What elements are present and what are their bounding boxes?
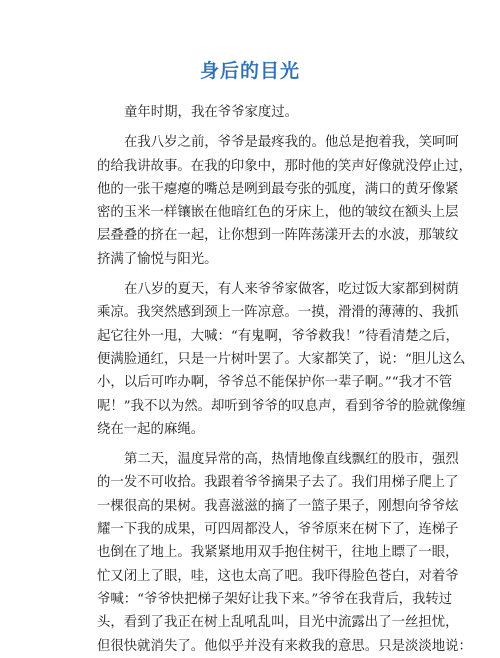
paragraph-line: 起它往外一甩，大喊：“有鬼啊，爷爷救我！”待看清楚之后， [97,328,459,344]
paragraph-gap [97,441,427,448]
paragraph-line: 密的玉米一样镶嵌在他暗红色的牙床上，他的皱纹在额头上层 [97,205,459,221]
paragraph-line: 头，看到了我正在树上乱吼乱叫，目光中流露出了一丝担忧， [97,615,459,631]
paragraph-line: 他的一张干瘪瘪的嘴总是咧到最夸张的弧度，满口的黄牙像紧 [97,181,459,197]
paragraph-line: 在我八岁之前，爷爷是最疼我的。他总是抱着我，笑呵呵 [124,135,459,151]
paragraph-line: 呢！”我不以为然。却听到爷爷的叹息声，看到爷爷的脸就像缠 [97,398,466,414]
paragraph-gap [97,271,427,278]
article-body [97,101,472,658]
paragraph-line: 便满脸通红，只是一片树叶罢了。大家都笑了，说：“胆儿这么 [97,351,466,367]
paragraph-gap [97,124,427,131]
paragraph-line: 层叠叠的挤在一起，让你想到一阵阵荡漾开去的水波，那皱纹 [97,228,459,244]
paragraph-line: 但很快就消失了。他似乎并没有来救我的意思。只是淡淡地说： [97,638,472,654]
paragraph-line: 绕在一起的麻绳。 [97,421,205,437]
paragraph-line: 的给我讲故事。在我的印象中，那时他的笑声好像就没停止过， [97,158,472,174]
paragraph-line: 第二天，温度异常的高，热情地像直线飘红的股市，强烈 [124,452,459,468]
paragraph-line: 忙又闭上了眼，哇，这也太高了吧。我吓得脸色苍白，对着爷 [97,568,459,584]
paragraph-line: 小，以后可咋办啊，爷爷总不能保护你一辈子啊。”“我才不管 [97,375,453,391]
paragraph-line: 乘凉。我突然感到颈上一阵凉意。一摸，滑滑的薄薄的、我抓 [97,305,459,321]
paragraph-line: 童年时期，我在爷爷家度过。 [124,105,299,120]
paragraph-line: 耀一下我的成果，可四周都没人，爷爷原来在树下了，连梯子 [97,522,459,538]
paragraph-line: 也倒在了地上。我紧紧地用双手抱住树干，往地上瞟了一眼， [97,545,459,561]
paragraph-line: 挤满了愉悦与阳光。 [97,251,218,267]
paragraph-line: 在八岁的夏天，有人来爷爷家做客，吃过饭大家都到树荫 [124,282,459,298]
paragraph-line: 一棵很高的果树。我喜滋滋的摘了一篮子果子，刚想向爷爷炫 [97,498,459,514]
paragraph-line: 爷喊：“爷爷快把梯子架好让我下来。”爷爷在我背后，我转过 [97,591,453,607]
paragraph-line: 的一发不可收拾。我跟着爷爷摘果子去了。我们用梯子爬上了 [97,475,459,491]
article-title: 身后的目光 [199,60,300,82]
